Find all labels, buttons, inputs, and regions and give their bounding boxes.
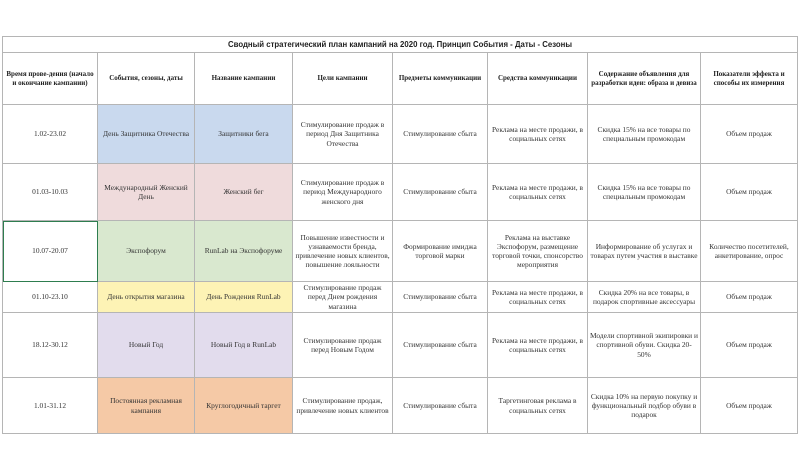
campaign-name-cell[interactable]: Круглогодичный таргет	[195, 378, 293, 434]
column-header[interactable]: Средства коммуникации	[488, 53, 588, 105]
metrics-cell[interactable]: Объем продаж	[701, 313, 798, 378]
ad-content-cell[interactable]: Информирование об услугах и товарах путем участия в выставке	[588, 221, 701, 282]
table-title[interactable]: Сводный стратегический план кампаний на 2020 год. Принцип События - Даты - Сезоны	[3, 37, 798, 53]
communication-subject-cell[interactable]: Стимулирование сбыта	[393, 164, 488, 221]
goals-cell[interactable]: Стимулирование продаж в период Дня Защитника Отечества	[293, 105, 393, 164]
campaign-name-cell[interactable]: Женский бег	[195, 164, 293, 221]
event-cell[interactable]: День открытия магазина	[98, 282, 195, 313]
table-row	[3, 313, 798, 378]
column-header[interactable]: Содержание объявления для разработки идеи: образа и девиза	[588, 53, 701, 105]
column-header[interactable]: Название кампании	[195, 53, 293, 105]
ad-content-cell[interactable]: Скидка 10% на первую покупку и функциональный подбор обуви в подарок	[588, 378, 701, 434]
column-header[interactable]: Время прове-дения (начало и окончание кампании)	[3, 53, 98, 105]
event-cell[interactable]: Международный Женский День	[98, 164, 195, 221]
period-cell[interactable]: 01.10-23.10	[3, 282, 98, 313]
event-cell[interactable]: Новый Год	[98, 313, 195, 378]
goals-cell[interactable]: Стимулирование продаж перед Днем рождения магазина	[293, 282, 393, 313]
table-row	[3, 221, 798, 282]
event-cell[interactable]: Постоянная рекламная кампания	[98, 378, 195, 434]
metrics-cell[interactable]: Объем продаж	[701, 282, 798, 313]
metrics-cell[interactable]: Объем продаж	[701, 164, 798, 221]
communication-means-cell[interactable]: Реклама на месте продажи, в социальных сетях	[488, 282, 588, 313]
event-cell[interactable]: Экспофорум	[98, 221, 195, 282]
communication-subject-cell[interactable]: Стимулирование сбыта	[393, 313, 488, 378]
column-header[interactable]: Предметы коммуникации	[393, 53, 488, 105]
communication-subject-cell[interactable]: Стимулирование сбыта	[393, 105, 488, 164]
campaign-plan-sheet	[2, 36, 800, 434]
table-row	[3, 164, 798, 221]
goals-cell[interactable]: Стимулирование продаж, привлечение новых клиентов	[293, 378, 393, 434]
title-row	[3, 37, 798, 53]
goals-cell[interactable]: Стимулирование продаж в период Международного женского дня	[293, 164, 393, 221]
metrics-cell[interactable]: Объем продаж	[701, 105, 798, 164]
communication-subject-cell[interactable]: Формирование имиджа торговой марки	[393, 221, 488, 282]
header-row	[3, 53, 798, 105]
ad-content-cell[interactable]: Скидка 20% на все товары, в подарок спортивные аксессуары	[588, 282, 701, 313]
table-row	[3, 282, 798, 313]
goals-cell[interactable]: Стимулирование продаж перед Новым Годом	[293, 313, 393, 378]
campaign-name-cell[interactable]: Защитники бега	[195, 105, 293, 164]
communication-means-cell[interactable]: Реклама на месте продажи, в социальных сетях	[488, 164, 588, 221]
metrics-cell[interactable]: Объем продаж	[701, 378, 798, 434]
period-cell[interactable]: 18.12-30.12	[3, 313, 98, 378]
period-cell[interactable]: 1.02-23.02	[3, 105, 98, 164]
communication-means-cell[interactable]: Реклама на месте продажи, в социальных сетях	[488, 313, 588, 378]
table-row	[3, 105, 798, 164]
communication-means-cell[interactable]: Реклама на месте продажи, в социальных сетях	[488, 105, 588, 164]
column-header[interactable]: Цели кампании	[293, 53, 393, 105]
column-header[interactable]: Показатели эффекта и способы их измерения	[701, 53, 798, 105]
ad-content-cell[interactable]: Модели спортивной экипировки и спортивной обуви. Скидка 20-50%	[588, 313, 701, 378]
campaign-plan-table	[2, 36, 798, 434]
campaign-name-cell[interactable]: День Рождения RunLab	[195, 282, 293, 313]
period-cell[interactable]: 10.07-20.07	[3, 221, 98, 282]
ad-content-cell[interactable]: Скидка 15% на все товары по специальным промокодам	[588, 164, 701, 221]
goals-cell[interactable]: Повышение известности и узнаваемости бренда, привлечение новых клиентов, повышение лояльности	[293, 221, 393, 282]
campaign-name-cell[interactable]: Новый Год в RunLab	[195, 313, 293, 378]
period-cell[interactable]: 01.03-10.03	[3, 164, 98, 221]
communication-subject-cell[interactable]: Стимулирование сбыта	[393, 282, 488, 313]
communication-means-cell[interactable]: Реклама на выставке Экспофорум, размещение торговой точки, спонсорство мероприятия	[488, 221, 588, 282]
column-header[interactable]: События, сезоны, даты	[98, 53, 195, 105]
communication-subject-cell[interactable]: Стимулирование сбыта	[393, 378, 488, 434]
table-row	[3, 378, 798, 434]
event-cell[interactable]: День Защитника Отечества	[98, 105, 195, 164]
ad-content-cell[interactable]: Скидка 15% на все товары по специальным промокодам	[588, 105, 701, 164]
campaign-name-cell[interactable]: RunLab на Экспофоруме	[195, 221, 293, 282]
metrics-cell[interactable]: Количество посетителей, анкетирование, опрос	[701, 221, 798, 282]
communication-means-cell[interactable]: Таргетинговая реклама в социальных сетях	[488, 378, 588, 434]
period-cell[interactable]: 1.01-31.12	[3, 378, 98, 434]
